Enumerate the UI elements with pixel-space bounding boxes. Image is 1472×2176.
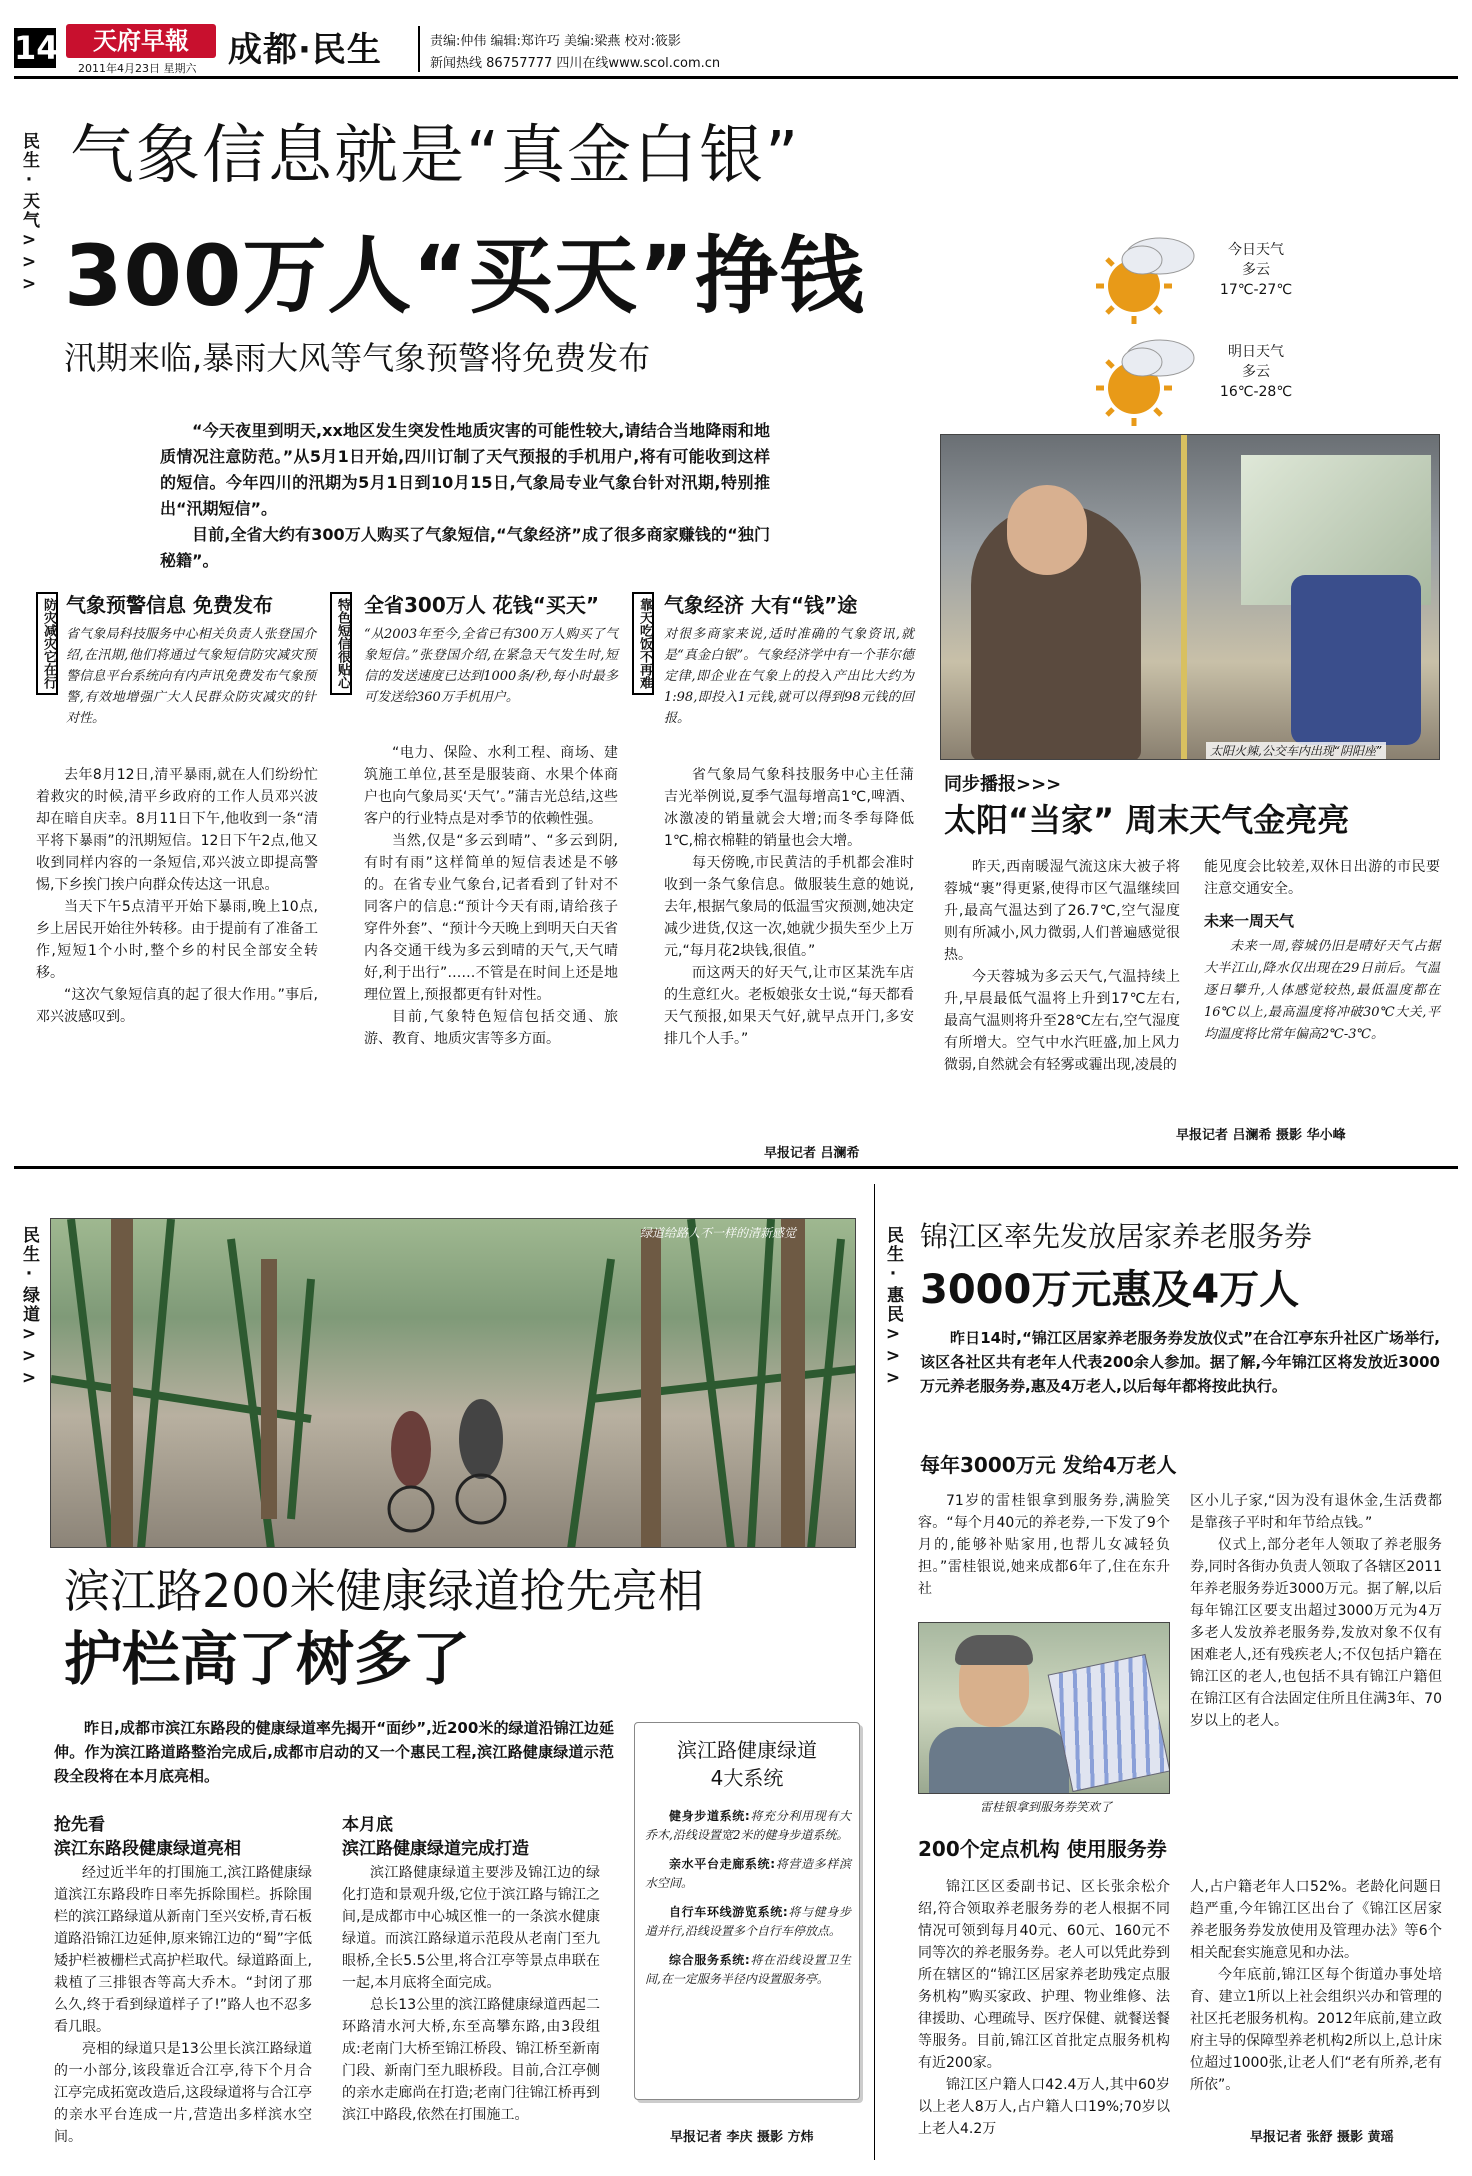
greenway-lead: 昨日,成都市滨江东路段的健康绿道率先揭开“面纱”,近200米的绿道沿锦江边延伸。作为滨江路道路整治完成后,成都市启动的又一个惠民工程,滨江路健康绿道示范段全段将在本月底亮相。 <box>54 1719 614 1785</box>
welfare-subhead: 每年3000万元 发给4万老人 <box>920 1453 1177 1477</box>
sun-cloud-icon <box>1090 330 1200 430</box>
body-paragraph: 每天傍晚,市民黄洁的手机都会准时收到一条气象信息。做服装生意的她说,去年,根据气象局的低温雪灾预测,她决定减少进货,仅这一次,她就少损失至少上万元,“每月花2块钱,很值。” <box>664 855 914 959</box>
section-title: 成都·民生 <box>228 30 382 70</box>
system-item <box>645 1903 851 1941</box>
column-body <box>664 764 914 1050</box>
person-body <box>929 1727 1069 1794</box>
section-separator <box>14 1166 1458 1169</box>
body-paragraph: 仪式上,部分老年人领取了养老服务券,同时各街办负责人领取了各辖区2011年养老服务券近3000万元。据了解,以后每年锦江区要支出超过3000万元为4万多老人发放养老服务券,发放对象不仅有困难老人,还有残疾老人;不仅包括户籍在锦江区的老人,也包括不具有锦江户籍但在锦江区有合法固定住所且住满3年、70岁以上的老人。 <box>1190 1537 1442 1729</box>
welfare-column-c <box>918 1876 1170 2140</box>
welfare-lead: 昨日14时,“锦江区居家养老服务券发放仪式”在合江亭东升社区广场举行,该区各社区共有老年人代表200余人参加。据了解,今年锦江区将发放近3000万元养老服务券,惠及4万老人,以后每年都将按此执行。 <box>920 1329 1440 1395</box>
column-tag: 靠天吃饭不再难 <box>632 592 654 695</box>
section-kicker-weather: 民生·天气>>> <box>19 132 39 296</box>
box-title: 滨江路健康绿道 <box>677 1738 817 1762</box>
system-name: 综合服务系统: <box>669 1953 750 1967</box>
welfare-subhead: 200个定点机构 使用服务券 <box>918 1837 1167 1861</box>
greenway-photo <box>50 1218 856 1548</box>
greenway-col1-title: 滨江东路段健康绿道亮相 <box>54 1839 241 1859</box>
body-paragraph: 能见度会比较差,双休日出游的市民要注意交通安全。 <box>1204 859 1440 897</box>
column-title: 气象预警信息 免费发布 <box>66 593 273 617</box>
welfare-column-a <box>918 1490 1170 1600</box>
column-tag: 防灾减灾它在行 <box>36 592 58 695</box>
week-weather-text: 未来一周,蓉城仍旧是晴好天气占据大半江山,降水仅出现在29日前后。气温逐日攀升,人体感觉较热,最低温度都在16℃以上,最高温度将冲破30℃大关,平均温度将比常年偏高2℃-3℃。 <box>1204 939 1440 1042</box>
greenway-col2-body <box>342 1862 600 2126</box>
report-column-b <box>1204 856 1440 900</box>
column-divider <box>874 1184 875 2160</box>
system-desc: 将在沿线设置卫生间,在一定服务半径内设置服务亭。 <box>645 1953 851 1986</box>
weather-tomorrow-temp: 16℃-28℃ <box>1219 384 1293 400</box>
news-hotline: 新闻热线 86757777 四川在线www.scol.com.cn <box>430 56 721 71</box>
welfare-column-d <box>1190 1876 1442 2096</box>
photo-caption: 太阳火辣,公交车内出现“阴阳座” <box>1206 742 1386 759</box>
column-intro: 对很多商家来说,适时准确的气象资讯,就是“真金白银”。气象经济学中有一个菲尔德定律,即企业在气象上的投入产出比大约为1:98,即投入1元钱,就可以得到98元钱的回报。 <box>664 627 914 726</box>
story1-lead-p2: 目前,全省大约有300万人购买了气象短信,“气象经济”成了很多商家赚钱的“独门秘籍”。 <box>160 525 770 570</box>
column-title: 气象经济 大有“钱”途 <box>664 593 858 617</box>
body-paragraph: 当然,仅是“多云到晴”、“多云到阴,有时有雨”这样简单的短信表述是不够的。在省专业气象台,记者看到了针对不同客户的信息:“预计今天有雨,请给孩子穿件外套”、“预计今天晚上到明天白天省内各交通干线为多云到晴的天气,天气晴好,利于出行”……不管是在时间上还是地理位置上,预报都更有针对性。 <box>364 833 618 1003</box>
system-item <box>645 1855 851 1893</box>
system-item <box>645 1807 851 1845</box>
body-paragraph: 经过近半年的打围施工,滨江路健康绿道滨江东路段昨日率先拆除围栏。拆除围栏的滨江路绿道从新南门至兴安桥,青石板道路沿锦江边延伸,原来锦江边的“蜀”字低矮护栏被栅栏式高护栏取代。绿道路面上,栽植了三排银杏等高大乔木。“封闭了那么久,终于看到绿道样子了!”路人也不忍多看几眼。 <box>54 1865 312 2035</box>
body-paragraph: 省气象局气象科技服务中心主任蒲吉光举例说,夏季气温每增高1℃,啤酒、冰激凌的销量就会大增;而冬季每降低1℃,棉衣棉鞋的销量也会大增。 <box>664 767 914 849</box>
section-kicker-greenway: 民生·绿道>>> <box>19 1226 39 1390</box>
column-tag: 特色短信很贴心 <box>330 592 352 695</box>
greenway-col1-kicker: 抢先看 <box>54 1815 105 1835</box>
sun-cloud-icon <box>1090 228 1200 328</box>
system-name: 自行车环线游览系统: <box>669 1905 788 1919</box>
story1-lead <box>160 418 770 574</box>
handrail <box>1181 435 1187 760</box>
body-paragraph: 今天蓉城为多云天气,气温持续上升,早晨最低气温将上升到17℃左右,最高气温则将升至28℃左右,空气湿度有所增大。空气中水汽旺盛,加上风力微弱,自然就会有轻雾或霾出现,凌晨的 <box>944 969 1180 1073</box>
subheadline: 汛期来临,暴雨大风等气象预警将免费发布 <box>64 339 651 377</box>
welfare-headline-secondary: 3000万元惠及4万人 <box>920 1267 1300 1313</box>
section-kicker-report: 同步播报>>> <box>944 774 1062 795</box>
weather-tomorrow-label: 明日天气 <box>1228 344 1284 360</box>
body-paragraph: 今年底前,锦江区每个街道办事处培育、建立1所以上社会组织兴办和管理的社区托老服务机构。2012年底前,建立政府主导的保障型养老机构2所以上,总计床位超过1000张,让老人们“老有所养,老有所依”。 <box>1190 1967 1442 2093</box>
welfare-headline: 锦江区率先发放居家养老服务券 <box>920 1220 1313 1253</box>
body-paragraph: 锦江区户籍人口42.4万人,其中60岁以上老人8万人,占户籍人口19%;70岁以上老人4.2万 <box>918 2077 1170 2137</box>
weather-today-temp: 17℃-27℃ <box>1219 282 1293 298</box>
greenway-col2-kicker: 本月底 <box>342 1815 393 1835</box>
story1-lead-p1: “今天夜里到明天,xx地区发生突发性地质灾害的可能性较大,请结合当地降雨和地质情况注意防范。”从5月1日开始,四川订制了天气预报的手机用户,将有可能收到这样的短信。今年四川的汛期为5月1日到10月15日,气象局专业气象台针对汛期,特别推出“汛期短信”。 <box>160 421 770 518</box>
page-number: 14 <box>14 29 59 67</box>
body-paragraph: 去年8月12日,清平暴雨,就在人们纷纷忙着救灾的时候,清平乡政府的工作人员邓兴波却在暗自庆幸。8月11日下午,他收到一条“清平将下暴雨”的汛期短信。12日下午2点,他又收到同样内容的一条短信,邓兴波立即提高警惕,下乡挨门挨户向群众传达这一讯息。 <box>36 767 318 893</box>
weather-tomorrow <box>1090 330 1320 430</box>
headline-secondary: 300万人“买天”挣钱 <box>64 227 865 325</box>
system-name: 健身步道系统: <box>669 1809 750 1823</box>
column-body <box>36 764 318 1028</box>
byline: 早报记者 张舒 摄影 黄瑶 <box>1250 2130 1394 2145</box>
welfare-column-b <box>1190 1490 1442 1732</box>
scaffold-poles <box>51 1219 856 1548</box>
section-kicker-welfare: 民生·惠民>>> <box>883 1226 903 1390</box>
report-column-a <box>944 856 1180 1076</box>
masthead-divider <box>418 26 420 72</box>
paper-logo: 天府早報 <box>66 24 216 58</box>
weather-today-label: 今日天气 <box>1228 242 1284 258</box>
greenway-col1-body <box>54 1862 312 2148</box>
elderly-woman-photo <box>918 1622 1170 1794</box>
week-weather-title: 未来一周天气 <box>1204 912 1295 930</box>
column-intro: “从2003年至今,全省已有300万人购买了气象短信。”张登国介绍,在紧急天气发生时,短信的发送速度已达到1000条/秒,每小时最多可发送给360万手机用户。 <box>364 627 618 705</box>
greenway-col2-title: 滨江路健康绿道完成打造 <box>342 1839 529 1859</box>
report-headline: 太阳“当家” 周末天气金亮亮 <box>944 801 1350 839</box>
body-paragraph: 昨天,西南暖湿气流这床大被子将蓉城“裹”得更紧,使得市区气温继续回升,最高气温达到了26.7℃,空气湿度则有所减小,风力微弱,人们普遍感觉很热。 <box>944 859 1180 963</box>
body-paragraph: 人,占户籍老年人口52%。老龄化问题日趋严重,今年锦江区出台了《锦江区居家养老服务券发放使用及管理办法》等6个相关配套实施意见和办法。 <box>1190 1879 1442 1961</box>
system-desc: 将营造多样滨水空间。 <box>645 1857 851 1890</box>
bus-interior-photo <box>940 434 1440 760</box>
body-paragraph: “电力、保险、水利工程、商场、建筑施工单位,甚至是服装商、水果个体商户也向气象局买‘天气’。”蒲吉光总结,这些客户的行业特点是对季节的依赖性强。 <box>364 745 618 827</box>
body-paragraph: 总长13公里的滨江路健康绿道西起二环路清水河大桥,东至高攀东路,由3段组成:老南门大桥至锦江桥段、锦江桥至新南门段、新南门至九眼桥段。目前,合江亭侧的亲水走廊尚在打造;老南门往锦江桥再到滨江中路段,依然在打围施工。 <box>342 1997 600 2123</box>
body-paragraph: 而这两天的好天气,让市区某洗车店的生意红火。老板娘张女士说,“每天都看天气预报,如果天气好,就早点开门,多安排几个人手。” <box>664 965 914 1047</box>
headline-main: 气象信息就是“真金白银” <box>70 119 801 193</box>
body-paragraph: 锦江区区委副书记、区长张余松介绍,符合领取养老服务券的老人根据不同情况可领到每月40元、60元、160元不同等次的养老服务券。老人可以凭此券到所在辖区的“锦江区居家养老助残定点服务机构”购买家政、护理、物业维修、法律援助、心理疏导、医疗保健、就餐送餐等服务。目前,锦江区首批定点服务机构有近200家。 <box>918 1879 1170 2071</box>
greenway-headline: 滨江路200米健康绿道抢先亮相 <box>64 1564 704 1618</box>
weather-today-condition: 多云 <box>1242 262 1270 278</box>
system-list <box>645 1807 851 1989</box>
masthead-rule <box>14 76 1458 79</box>
photo-caption: 绿道给路人不一样的清新感觉 <box>640 1226 797 1240</box>
person-hair <box>955 1635 1033 1665</box>
body-paragraph: “这次气象短信真的起了很大作用。”事后,邓兴波感叹到。 <box>36 987 318 1025</box>
byline: 早报记者 李庆 摄影 方炜 <box>670 2130 814 2145</box>
body-paragraph: 滨江路健康绿道主要涉及锦江边的绿化打造和景观升级,它位于滨江路与锦江之间,是成都市中心城区惟一的一条滨水健康绿道。而滨江路绿道示范段从老南门至九眼桥,全长5.5公里,将合江亭等景点串联在一起,本月底将全面完成。 <box>342 1865 600 1991</box>
issue-date: 2011年4月23日 星期六 <box>78 62 197 75</box>
system-item <box>645 1951 851 1989</box>
bus-seat <box>1291 575 1421 745</box>
staff-credits: 责编:仲伟 编辑:郑许巧 美编:梁燕 校对:筱影 <box>430 34 681 49</box>
body-paragraph: 区小儿子家,“因为没有退休金,生活费都是靠孩子平时和年节给点钱。” <box>1190 1493 1442 1531</box>
passenger-face <box>1007 485 1087 575</box>
box-subtitle: 4大系统 <box>710 1766 784 1790</box>
column-intro: 省气象局科技服务中心相关负责人张登国介绍,在汛期,他们将通过气象短信防灾减灾预警信息平台系统向有内声讯免费发布气象预警,有效地增强广大人民群众防灾减灾的针对性。 <box>66 627 316 726</box>
system-name: 亲水平台走廊系统: <box>669 1857 776 1871</box>
byline: 早报记者 吕澜希 摄影 华小峰 <box>1176 1128 1346 1143</box>
greenway-systems-box <box>634 1722 860 2100</box>
weather-tomorrow-condition: 多云 <box>1242 364 1270 380</box>
system-desc: 将充分利用现有大乔木,沿线设置宽2米的健身步道系统。 <box>645 1809 851 1842</box>
photo-caption: 雷桂银拿到服务券笑欢了 <box>980 1800 1113 1814</box>
body-paragraph: 当天下午5点清平开始下暴雨,晚上10点,乡上居民开始往外转移。由于提前有了准备工作,短短1个小时,整个乡的村民全部安全转移。 <box>36 899 318 981</box>
system-desc: 将与健身步道并行,沿线设置多个自行车停放点。 <box>645 1905 851 1938</box>
greenway-headline-secondary: 护栏高了树多了 <box>64 1625 471 1693</box>
column-body <box>364 742 618 1050</box>
body-paragraph: 亮相的绿道只是13公里长滨江路绿道的一小部分,该段靠近合江亭,待下个月合江亭完成拓宽改造后,这段绿道将与合江亭的亲水平台连成一片,营造出多样滨水空间。 <box>54 2041 312 2145</box>
column-title: 全省300万人 花钱“买天” <box>364 593 599 617</box>
weather-today <box>1090 228 1320 328</box>
body-paragraph: 71岁的雷桂银拿到服务券,满脸笑容。“每个月40元的养老券,一下发了9个月的,能够补贴家用,也帮儿女减轻负担。”雷桂银说,她来成都6年了,住在东升社 <box>918 1493 1170 1597</box>
byline: 早报记者 吕澜希 <box>764 1146 860 1161</box>
body-paragraph: 目前,气象特色短信包括交通、旅游、教育、地质灾害等多方面。 <box>364 1009 618 1047</box>
